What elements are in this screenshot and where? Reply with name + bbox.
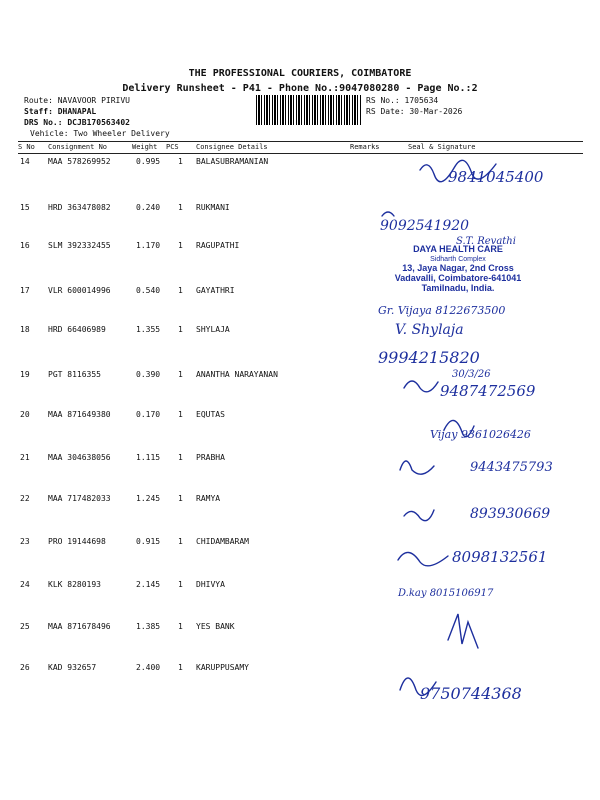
signature-15 xyxy=(382,212,394,216)
row-pcs: 1 xyxy=(178,663,183,672)
route-label: Route: NAVAVOOR PIRIVU xyxy=(24,96,130,105)
handwritten-note: S.T. Revathi xyxy=(456,236,516,247)
handwritten-note: 893930669 xyxy=(470,506,551,522)
row-consignee: PRABHA xyxy=(196,453,225,462)
rs-date: RS Date: 30-Mar-2026 xyxy=(366,107,463,116)
row-sno: 15 xyxy=(20,203,30,212)
col-consignee: Consignee Details xyxy=(196,143,268,151)
row-pcs: 1 xyxy=(178,157,183,166)
row-consignment: MAA 304638056 xyxy=(48,453,111,462)
handwritten-note: 9092541920 xyxy=(380,218,470,234)
row-weight: 0.390 xyxy=(136,370,161,379)
row-sno: 18 xyxy=(20,325,30,334)
row-consignee: GAYATHRI xyxy=(196,286,235,295)
row-pcs: 1 xyxy=(178,325,183,334)
signature-14 xyxy=(420,160,496,181)
col-remarks: Remarks xyxy=(350,143,380,151)
handwritten-note: V. Shylaja xyxy=(395,322,464,338)
row-weight: 0.915 xyxy=(136,537,161,546)
col-signature: Seal & Signature xyxy=(408,143,476,151)
row-sno: 19 xyxy=(20,370,30,379)
col-consignment: Consignment No xyxy=(48,143,108,151)
row-consignee: EQUTAS xyxy=(196,410,225,419)
row-consignment: VLR 600014996 xyxy=(48,286,111,295)
row-consignee: RUKMANI xyxy=(196,203,230,212)
handwritten-note: 30/3/26 xyxy=(452,369,491,380)
signature-22 xyxy=(404,510,434,521)
row-consignment: HRD 363478082 xyxy=(48,203,111,212)
row-consignee: DHIVYA xyxy=(196,580,225,589)
row-pcs: 1 xyxy=(178,286,183,295)
row-consignment: KAD 932657 xyxy=(48,663,97,672)
row-consignee: SHYLAJA xyxy=(196,325,230,334)
row-pcs: 1 xyxy=(178,622,183,631)
row-weight: 0.995 xyxy=(136,157,161,166)
signature-20 xyxy=(444,420,474,436)
row-consignment: KLK 8280193 xyxy=(48,580,101,589)
row-consignee: RAMYA xyxy=(196,494,221,503)
row-sno: 26 xyxy=(20,663,30,672)
stamp-name: DAYA HEALTH CARE xyxy=(413,244,503,254)
row-weight: 1.355 xyxy=(136,325,161,334)
row-consignee: RAGUPATHI xyxy=(196,241,240,250)
row-consignment: HRD 66406989 xyxy=(48,325,106,334)
row-pcs: 1 xyxy=(178,494,183,503)
row-consignment: MAA 717482033 xyxy=(48,494,111,503)
row-sno: 25 xyxy=(20,622,30,631)
col-weight: Weight xyxy=(132,143,158,151)
col-sno: S No xyxy=(18,143,35,151)
row-weight: 1.170 xyxy=(136,241,161,250)
stamp-line1: Sidharth Complex xyxy=(430,256,486,263)
runsheet-subtitle: Delivery Runsheet - P41 - Phone No.:9047080280 - Page No.:2 xyxy=(122,83,478,94)
row-consignment: PRO 19144698 xyxy=(48,537,106,546)
row-consignee: ANANTHA NARAYANAN xyxy=(196,370,278,379)
handwritten-note: 9487472569 xyxy=(440,382,536,400)
row-pcs: 1 xyxy=(178,241,183,250)
vehicle-label: Vehicle: Two Wheeler Delivery xyxy=(30,129,170,138)
stamp-line4: Tamilnadu, India. xyxy=(421,283,495,293)
row-consignee: KARUPPUSAMY xyxy=(196,663,249,672)
row-pcs: 1 xyxy=(178,370,183,379)
row-consignee: YES BANK xyxy=(196,622,235,631)
row-weight: 1.385 xyxy=(136,622,161,631)
row-consignment: MAA 578269952 xyxy=(48,157,111,166)
row-pcs: 1 xyxy=(178,580,183,589)
row-weight: 0.170 xyxy=(136,410,161,419)
stamp-line2: 13, Jaya Nagar, 2nd Cross xyxy=(402,263,514,273)
staff-label: Staff: DHANAPAL xyxy=(24,107,97,116)
row-consignment: SLM 392332455 xyxy=(48,241,111,250)
handwritten-note: 8098132561 xyxy=(452,548,548,566)
handwritten-note: Vijay 9361026426 xyxy=(430,428,531,441)
row-consignment: PGT 8116355 xyxy=(48,370,101,379)
row-pcs: 1 xyxy=(178,203,183,212)
row-sno: 17 xyxy=(20,286,30,295)
row-consignee: BALASUBRAMANIAN xyxy=(196,157,269,166)
handwritten-note: 9994215820 xyxy=(378,348,480,367)
row-pcs: 1 xyxy=(178,453,183,462)
row-sno: 22 xyxy=(20,494,30,503)
row-sno: 20 xyxy=(20,410,30,419)
row-weight: 0.240 xyxy=(136,203,161,212)
row-consignment: MAA 871649380 xyxy=(48,410,111,419)
handwritten-note: 9443475793 xyxy=(470,460,553,475)
handwritten-note: D.kay 8015106917 xyxy=(398,588,494,599)
handwritten-note: 9841045400 xyxy=(448,168,544,186)
row-sno: 16 xyxy=(20,241,30,250)
signature-19 xyxy=(404,381,438,392)
row-pcs: 1 xyxy=(178,410,183,419)
stamp-line3: Vadavalli, Coimbatore-641041 xyxy=(394,273,522,283)
row-consignee: CHIDAMBARAM xyxy=(196,537,249,546)
row-weight: 2.145 xyxy=(136,580,161,589)
row-pcs: 1 xyxy=(178,537,183,546)
handwritten-note: 9750744368 xyxy=(420,684,522,703)
row-consignment: MAA 871678496 xyxy=(48,622,111,631)
company-title: THE PROFESSIONAL COURIERS, COIMBATORE xyxy=(188,68,412,79)
row-weight: 1.245 xyxy=(136,494,161,503)
row-weight: 0.540 xyxy=(136,286,161,295)
row-sno: 24 xyxy=(20,580,30,589)
handwritten-note: Gr. Vijaya 8122673500 xyxy=(378,304,506,317)
col-pcs: PCS xyxy=(166,143,179,151)
signature-21 xyxy=(400,461,434,474)
signature-23 xyxy=(398,552,448,565)
row-weight: 1.115 xyxy=(136,453,161,462)
drs-label: DRS No.: DCJB170563402 xyxy=(24,118,130,127)
signature-25 xyxy=(448,614,478,648)
row-sno: 23 xyxy=(20,537,30,546)
signature-26 xyxy=(400,678,436,695)
row-sno: 14 xyxy=(20,157,30,166)
rs-number: RS No.: 1705634 xyxy=(366,96,439,105)
row-sno: 21 xyxy=(20,453,30,462)
row-weight: 2.400 xyxy=(136,663,161,672)
